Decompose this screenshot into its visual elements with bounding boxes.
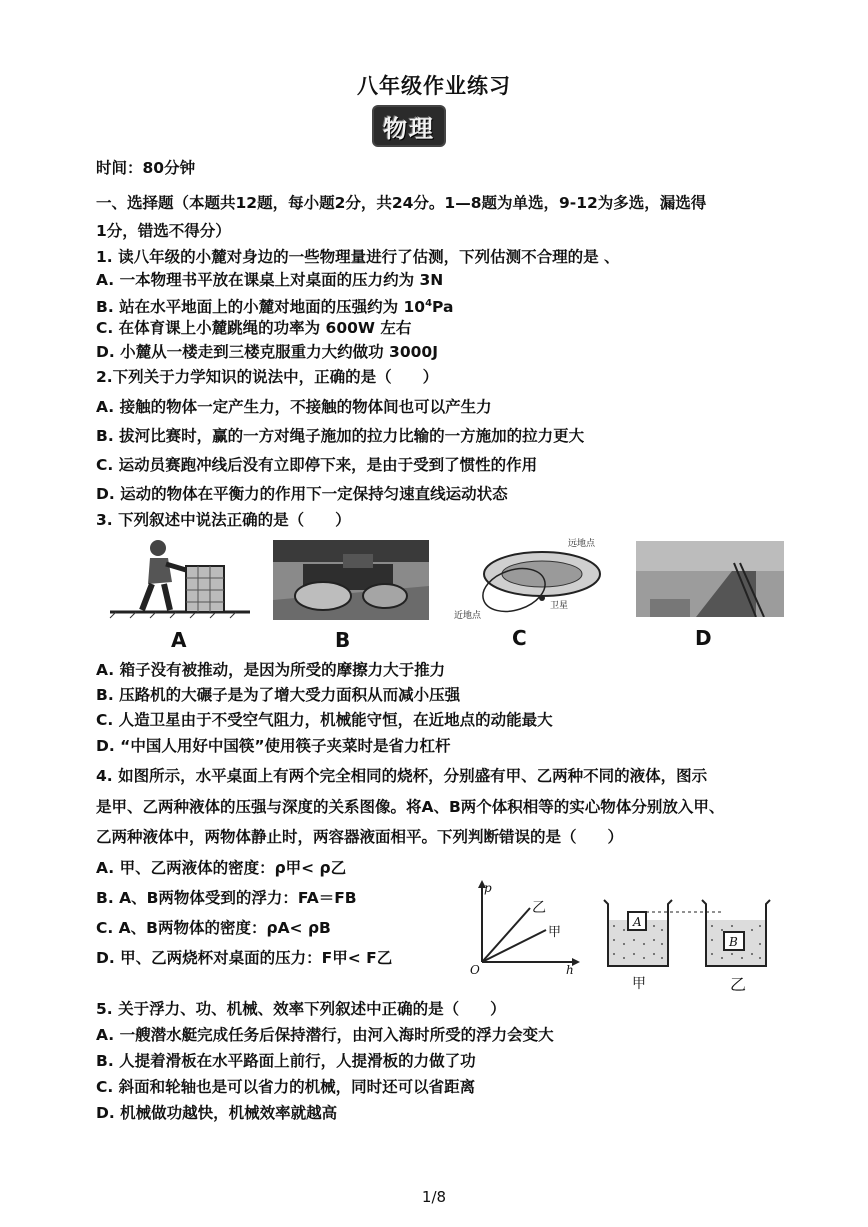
graph-lower-line-label: 甲: [548, 925, 562, 940]
q3-figure-label-c: C: [512, 626, 527, 650]
q5-option-d: D. 机械做功越快，机械效率就越高: [96, 1104, 338, 1122]
subject-stamp-text: 物理: [383, 114, 435, 143]
q2-option-b: B. 拔河比赛时，赢的一方对绳子施加的拉力比输的一方施加的拉力更大: [96, 427, 585, 445]
q3-stem: 3. 下列叙述中说法正确的是（ ）: [96, 511, 351, 529]
q1-option-b-unit: Pa: [432, 298, 454, 317]
q3-option-d: D. “中国人用好中国筷”使用筷子夹菜时是省力杠杆: [96, 737, 451, 755]
q4-option-d: D. 甲、乙两烧杯对桌面的压力：F甲< F乙: [96, 949, 393, 967]
graph-line-yi: [482, 908, 530, 962]
q3-figure-c-near-label: 近地点: [454, 611, 482, 621]
q3-figure-label-d: D: [695, 626, 712, 650]
section1-heading-1: 一、选择题（本题共12题，每小题2分，共24分。1—8题为单选，9-12为多选，漏选得: [96, 194, 707, 212]
graph-line-jia: [482, 930, 546, 962]
q5-stem: 5. 关于浮力、功、机械、效率下列叙述中正确的是（ ）: [96, 1000, 506, 1018]
graph-y-axis-label: p: [484, 881, 492, 895]
q5-option-b: B. 人提着滑板在水平路面上前行，人提滑板的力做了功: [96, 1052, 476, 1070]
q3-figure-d: [636, 541, 784, 617]
q3-option-a: A. 箱子没有被推动，是因为所受的摩擦力大于推力: [96, 661, 446, 679]
q5-option-c: C. 斜面和轮轴也是可以省力的机械，同时还可以省距离: [96, 1078, 476, 1096]
q1-stem: 1. 读八年级的小麓对身边的一些物理量进行了估测，下列估测不合理的是 、: [96, 248, 620, 266]
q4-beakers: [600, 890, 780, 994]
q1-option-d: D. 小麓从一楼走到三楼克服重力大约做功 3000J: [96, 343, 438, 361]
left-beaker-block-label: A: [633, 915, 642, 929]
q2-option-c: C. 运动员赛跑冲线后没有立即停下来，是由于受到了惯性的作用: [96, 456, 538, 474]
q4-stem-1: 4. 如图所示，水平桌面上有两个完全相同的烧杯，分别盛有甲、乙两种不同的液体，图示: [96, 767, 708, 785]
q4-stem-2: 是甲、乙两种液体的压强与深度的关系图像。将A、B两个体积相等的实心物体分别放入甲、: [96, 798, 725, 816]
left-beaker-label: 甲: [632, 976, 646, 992]
q2-option-a: A. 接触的物体一定产生力，不接触的物体间也可以产生力: [96, 398, 492, 416]
q3-option-c: C. 人造卫星由于不受空气阻力，机械能守恒，在近地点的动能最大: [96, 711, 553, 729]
q1-option-b-text: B. 站在水平地面上的小麓对地面的压强约为 10: [96, 298, 426, 317]
graph-origin-label: O: [470, 963, 480, 974]
q3-figure-c-far-label: 远地点: [568, 539, 596, 549]
time-line: 时间：80分钟: [96, 159, 196, 177]
q1-option-c: C. 在体育课上小麓跳绳的功率为 600W 左右: [96, 319, 412, 337]
q2-option-d: D. 运动的物体在平衡力的作用下一定保持匀速直线运动状态: [96, 485, 508, 503]
right-beaker-label: 乙: [730, 975, 747, 994]
page-number: 1/8: [421, 1188, 447, 1206]
q3-figure-c: [450, 536, 610, 622]
q3-figure-b: [273, 540, 429, 620]
q2-stem: 2.下列关于力学知识的说法中，正确的是（ ）: [96, 368, 439, 386]
page-title: 八年级作业练习: [357, 74, 511, 98]
right-beaker-block-label: B: [729, 935, 738, 949]
q3-figure-c-satellite-label: 卫星: [550, 601, 569, 611]
graph-upper-line-label: 乙: [532, 900, 546, 916]
q1-option-a: A. 一本物理书平放在课桌上对桌面的压力约为 3N: [96, 271, 444, 289]
q4-option-b: B. A、B两物体受到的浮力：FA＝FB: [96, 889, 357, 907]
graph-x-axis-label: h: [566, 963, 574, 974]
q3-option-b: B. 压路机的大碾子是为了增大受力面积从而减小压强: [96, 686, 461, 704]
q4-option-a: A. 甲、乙两液体的密度：ρ甲< ρ乙: [96, 859, 347, 877]
q3-figure-label-b: B: [335, 628, 351, 652]
q1-option-b: [96, 294, 453, 317]
section1-heading-2: 1分，错选不得分）: [96, 222, 231, 240]
q4-stem-3: 乙两种液体中，两物体静止时，两容器液面相平。下列判断错误的是（ ）: [96, 828, 624, 846]
q5-option-a: A. 一艘潜水艇完成任务后保持潜行，由河入海时所受的浮力会变大: [96, 1026, 554, 1044]
subject-stamp: [374, 107, 444, 145]
q4-pressure-depth-graph: [462, 878, 582, 974]
q3-figure-label-a: A: [171, 628, 187, 652]
q4-option-c: C. A、B两物体的密度：ρA< ρB: [96, 919, 331, 937]
q3-figure-a: [106, 538, 254, 620]
q1-option-b-exponent: 4: [425, 298, 433, 309]
